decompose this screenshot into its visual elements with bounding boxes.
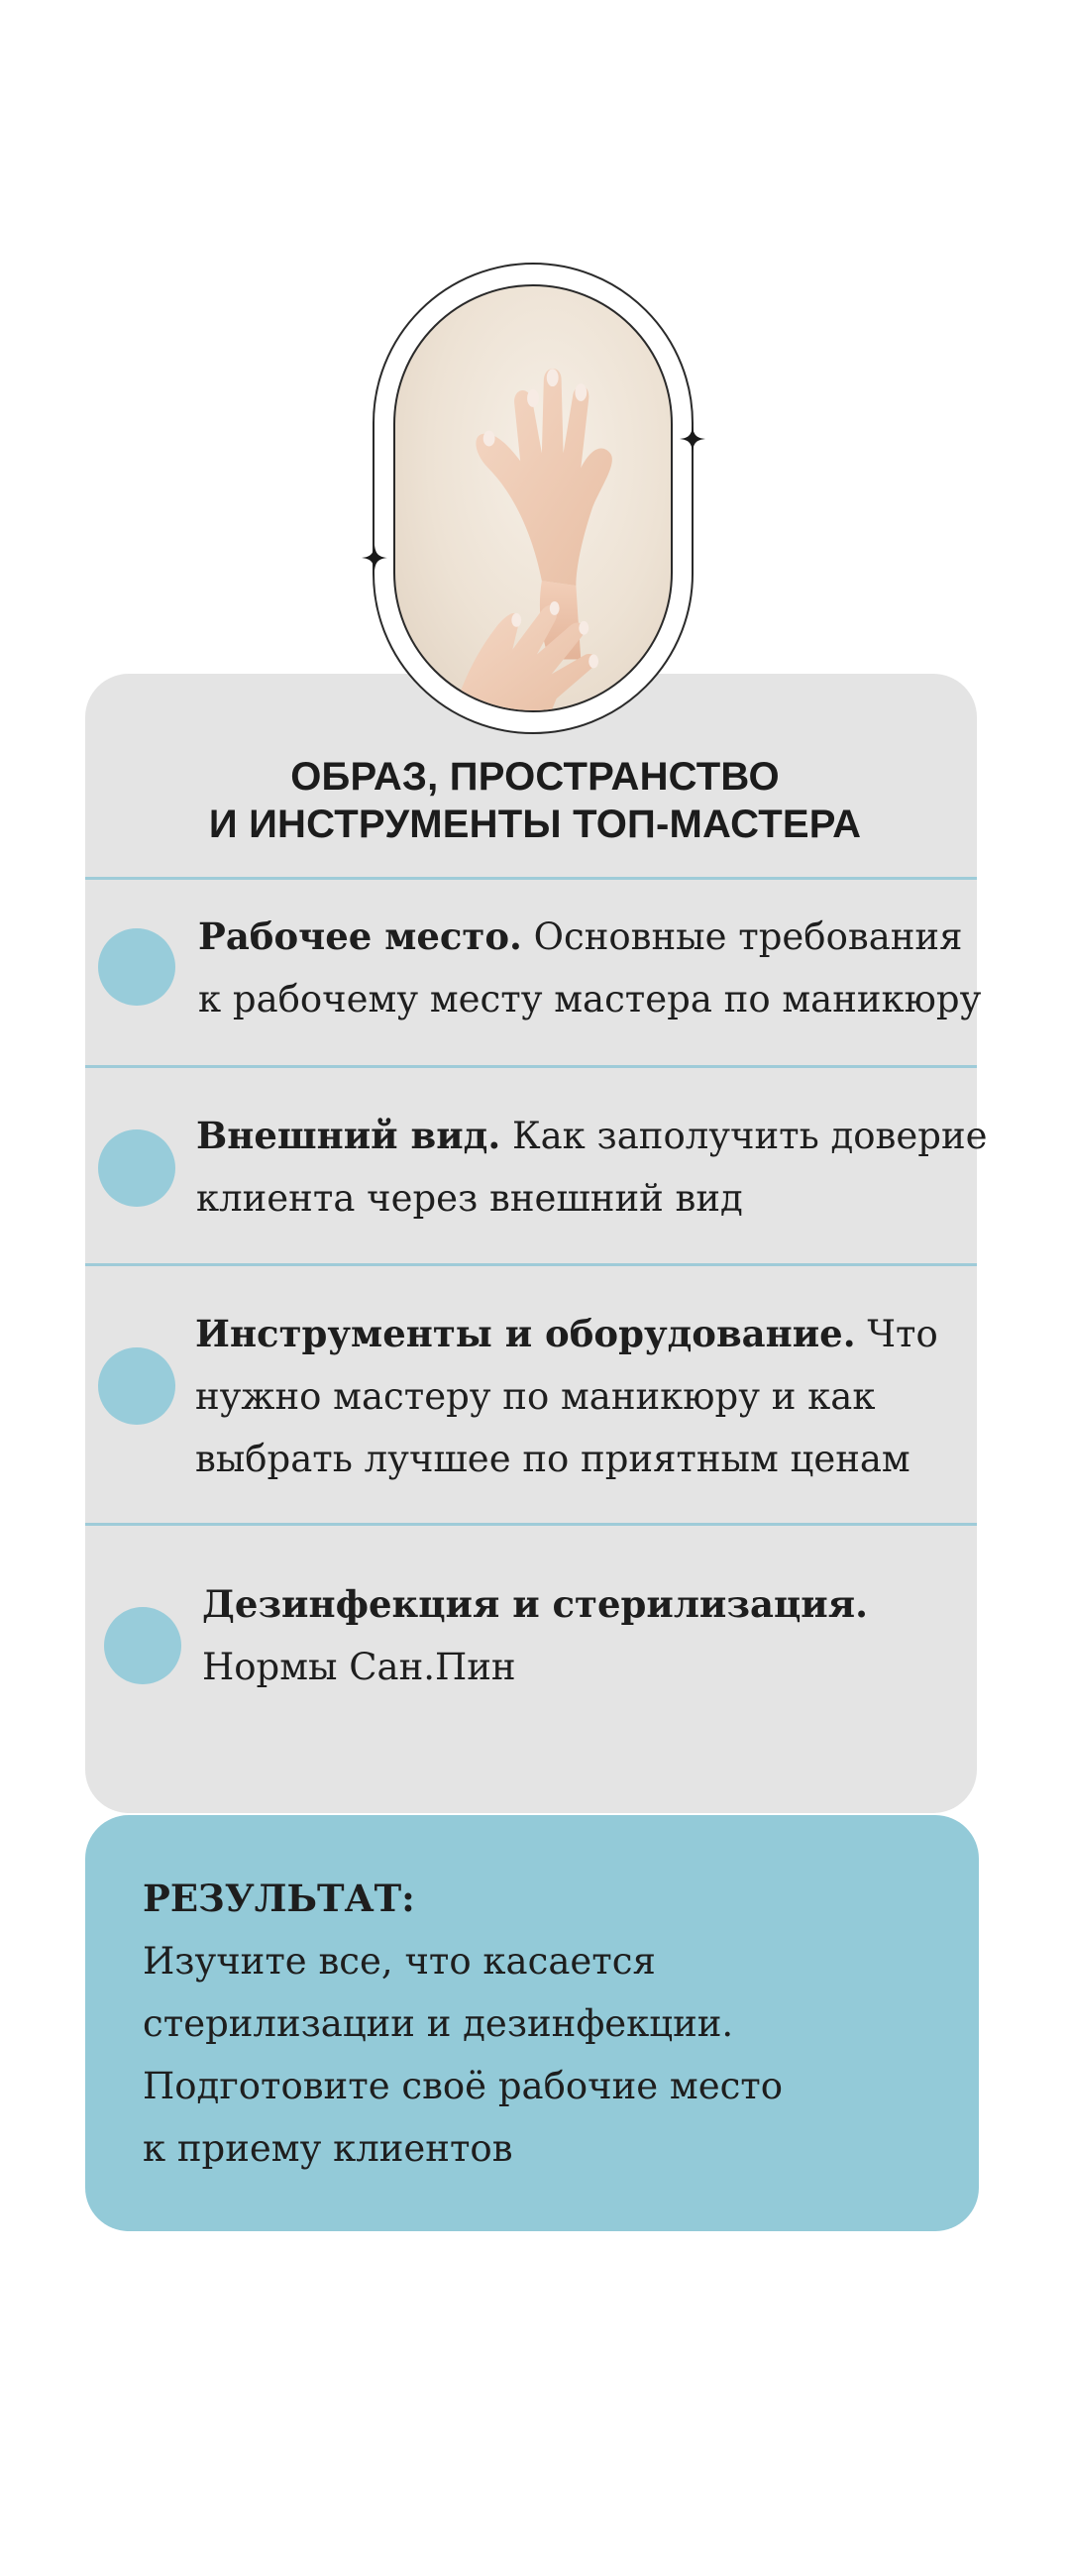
list-item-text: клиента через внешний вид	[196, 1177, 743, 1220]
hands-illustration	[395, 286, 671, 710]
sparkle-icon	[680, 426, 705, 452]
card-title-line1: ОБРАЗ, ПРОСТРАНСТВО	[290, 755, 780, 799]
result-text-line: Изучите все, что касается	[143, 1940, 656, 1983]
list-item-text: выбрать лучшее по приятным ценам	[195, 1438, 910, 1480]
list-item-text: Что	[855, 1313, 938, 1355]
bullet-dot	[98, 1129, 175, 1207]
divider	[85, 1065, 977, 1068]
divider	[85, 1263, 977, 1266]
result-text-line: к приему клиентов	[143, 2127, 513, 2170]
hands-photo	[393, 284, 673, 712]
list-item-title: Инструменты и оборудование.	[195, 1312, 856, 1355]
list-item-title: Рабочее место.	[198, 914, 522, 958]
list-item-title: Дезинфекция и стерилизация.	[202, 1582, 868, 1626]
list-item-disinfection	[202, 1573, 868, 1698]
list-item-title: Внешний вид.	[196, 1114, 501, 1157]
divider	[85, 1523, 977, 1526]
list-item-appearance	[196, 1105, 988, 1230]
hero-image-frame	[373, 263, 694, 734]
divider	[85, 877, 977, 880]
list-item-tools	[195, 1303, 938, 1490]
bullet-dot	[98, 928, 175, 1006]
result-text-line: Подготовите своё рабочие место	[143, 2065, 784, 2107]
card-title	[0, 753, 1070, 848]
bullet-dot	[98, 1347, 175, 1425]
list-item-text: нужно мастеру по маникюру и как	[195, 1375, 876, 1418]
card-title-line2: И ИНСТРУМЕНТЫ ТОП-МАСТЕРА	[208, 803, 862, 846]
list-item-workplace	[198, 906, 981, 1030]
list-item-text: Как заполучить доверие	[500, 1115, 988, 1157]
result-heading: РЕЗУЛЬТАТ:	[143, 1877, 415, 1920]
bullet-dot	[104, 1607, 181, 1684]
list-item-text: к рабочему месту мастера по маникюру	[198, 978, 982, 1020]
result-text-line: стерилизации и дезинфекции.	[143, 2002, 734, 2045]
sparkle-icon	[362, 545, 387, 571]
list-item-text: Основные требования	[521, 915, 963, 958]
list-item-text: Нормы Сан.Пин	[202, 1646, 516, 1688]
